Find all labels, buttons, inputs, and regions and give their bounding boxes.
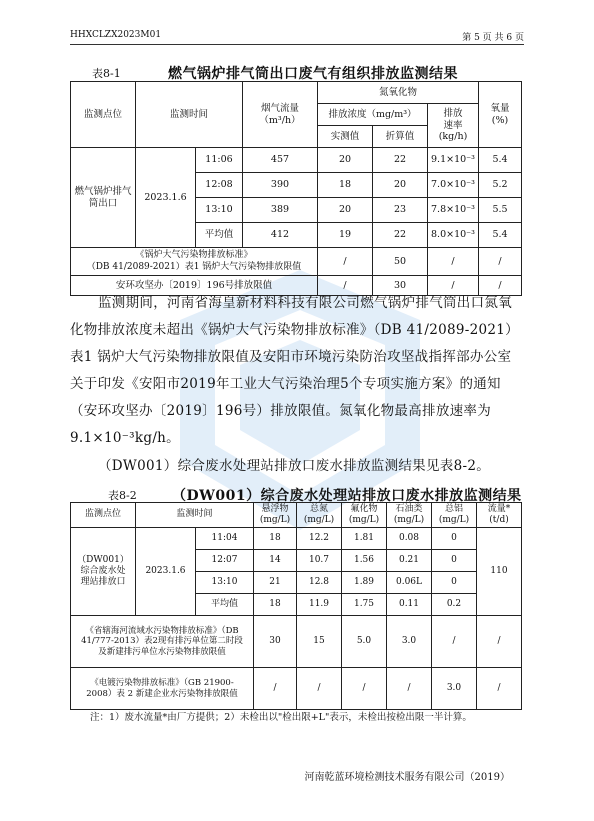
table-cell: 7.8×10⁻³ <box>428 198 479 223</box>
limit2-label: 《电镀污染物排放标准》（GB 21900-2008）表 2 新建企业水污染物排放限值 <box>71 668 254 710</box>
date-cell: 2023.1.6 <box>136 148 196 248</box>
table-cell: 9.1×10⁻³ <box>428 148 479 173</box>
table-cell: 5.5 <box>479 198 522 223</box>
table-cell: / <box>477 668 522 710</box>
table-cell: 21 <box>254 572 297 594</box>
table-cell: 1.81 <box>342 528 387 550</box>
header-nox: 氮氧化物 <box>318 82 479 104</box>
page-header <box>70 30 524 45</box>
page-number: 第 5 页 共 6 页 <box>462 33 524 43</box>
table-cell: 12:08 <box>196 173 243 198</box>
header-col: 石油类 (mg/L) <box>387 503 432 528</box>
table-cell: / <box>387 668 432 710</box>
table-cell: 23 <box>373 198 428 223</box>
table-cell: / <box>297 668 342 710</box>
header-col: 总铝 (mg/L) <box>432 503 477 528</box>
table-cell: 389 <box>243 198 318 223</box>
table-cell: 22 <box>373 223 428 248</box>
table-cell: 19 <box>318 223 373 248</box>
table-cell: 1.89 <box>342 572 387 594</box>
table1-number: 表8-1 <box>92 67 121 80</box>
table-cell: 30 <box>254 616 297 668</box>
table-cell: 0.2 <box>432 594 477 616</box>
limit1-label: 《省辖海河流域水污染物排放标准》（DB 41/777-2013）表2现有排污单位第二时段及新建排污单位水污染物排放限值 <box>71 616 254 668</box>
table-cell: 10.7 <box>297 550 342 572</box>
table-cell: 0 <box>432 572 477 594</box>
table-cell: 1.75 <box>342 594 387 616</box>
header-col: 流量* (t/d) <box>477 503 522 528</box>
table-cell: 11.9 <box>297 594 342 616</box>
table-cell: 457 <box>243 148 318 173</box>
table-cell: 平均值 <box>196 594 254 616</box>
table-cell: / <box>318 276 373 296</box>
table1-title: 燃气锅炉排气筒出口废气有组织排放监测结果 <box>168 66 458 82</box>
table2-number: 表8-2 <box>108 489 137 502</box>
table-cell: / <box>479 248 522 276</box>
table-cell: 11:04 <box>196 528 254 550</box>
header-point: 监测点位 <box>71 82 136 148</box>
table-cell: 18 <box>254 594 297 616</box>
table-cell: 5.4 <box>479 148 522 173</box>
table-cell: 22 <box>373 148 428 173</box>
table-cell: 7.0×10⁻³ <box>428 173 479 198</box>
table-cell: 0 <box>432 528 477 550</box>
table-cell: 11:06 <box>196 148 243 173</box>
flow-cell: 110 <box>477 528 522 616</box>
table-cell: / <box>477 616 522 668</box>
header-converted: 折算值 <box>373 126 428 148</box>
table-cell: 12.8 <box>297 572 342 594</box>
header-col: 总氮 (mg/L) <box>297 503 342 528</box>
table-cell: 0.21 <box>387 550 432 572</box>
table-cell: 20 <box>318 148 373 173</box>
table-cell: / <box>318 248 373 276</box>
point-cell: （DW001）综合废水处理站排放口 <box>71 528 136 616</box>
header-time: 监测时间 <box>136 503 254 528</box>
table-cell: / <box>428 276 479 296</box>
table-cell: 5.2 <box>479 173 522 198</box>
table-cell: 0.11 <box>387 594 432 616</box>
table-cell: 13:10 <box>196 198 243 223</box>
table-cell: 3.0 <box>432 668 477 710</box>
table-cell: 50 <box>373 248 428 276</box>
header-measured: 实测值 <box>318 126 373 148</box>
limit2-label: 安环攻坚办〔2019〕196号排放限值 <box>71 276 318 296</box>
header-time: 监测时间 <box>136 82 243 148</box>
paragraph-1: 监测期间，河南省海皇新材料科技有限公司燃气锅炉排气筒出口氮氧化物排放浓度未超出《锅炉大气污染物排放标准》（DB 41/2089-2021）表1 锅炉大气污染物排放限值及安阳市环境污染防治攻坚战指挥部办公室关于印发《安阳市2019年工业大气污染治理5个专项实施方案》的通知（安环攻坚办〔2019〕196号）排放限值。氮氧化物最高排放速率为9.1×10⁻³kg/h。 <box>70 295 519 446</box>
doc-code: HHXCLZX2023M01 <box>70 30 162 40</box>
header-rate: 排放 速率 (kg/h) <box>428 104 479 148</box>
table-cell: / <box>428 248 479 276</box>
table1 <box>70 81 522 296</box>
table-cell: 12:07 <box>196 550 254 572</box>
table-cell: 0.06L <box>387 572 432 594</box>
table-cell: 20 <box>373 173 428 198</box>
point-cell: 燃气锅炉排气筒出口 <box>71 148 136 248</box>
table-cell: 3.0 <box>387 616 432 668</box>
table2 <box>70 502 522 710</box>
paragraph-2: （DW001）综合废水处理站排放口废水排放监测结果见表8-2。 <box>98 458 491 474</box>
table-cell: 13:10 <box>196 572 254 594</box>
header-flow: 烟气流量 （m³/h） <box>243 82 318 148</box>
table-cell: 18 <box>318 173 373 198</box>
header-point: 监测点位 <box>71 503 136 528</box>
table-cell: 5.0 <box>342 616 387 668</box>
table-cell: 20 <box>318 198 373 223</box>
table-cell: 14 <box>254 550 297 572</box>
header-col: 氟化物 (mg/L) <box>342 503 387 528</box>
date-cell: 2023.1.6 <box>136 528 196 616</box>
table-cell: 平均值 <box>196 223 243 248</box>
table-note: 注：1）废水流量*由厂方提供；2）未检出以"检出限+L"表示，未检出按检出限一半计算。 <box>90 712 472 723</box>
table-cell: / <box>432 616 477 668</box>
table-cell: 390 <box>243 173 318 198</box>
table-cell: 30 <box>373 276 428 296</box>
table-cell: 8.0×10⁻³ <box>428 223 479 248</box>
table-cell: / <box>342 668 387 710</box>
table-cell: 0.08 <box>387 528 432 550</box>
table-cell: 12.2 <box>297 528 342 550</box>
table2-title: （DW001）综合废水处理站排放口废水排放监测结果 <box>172 488 522 504</box>
table-cell: / <box>479 276 522 296</box>
table-cell: 18 <box>254 528 297 550</box>
table-cell: 15 <box>297 616 342 668</box>
table-cell: / <box>254 668 297 710</box>
header-o2: 氧量 (%) <box>479 82 522 148</box>
table-cell: 5.4 <box>479 223 522 248</box>
footer-company: 河南乾蓝环境检测技术服务有限公司（2019） <box>304 772 510 783</box>
table-cell: 1.56 <box>342 550 387 572</box>
table-cell: 0 <box>432 550 477 572</box>
table-cell: 412 <box>243 223 318 248</box>
header-col: 悬浮物 (mg/L) <box>254 503 297 528</box>
header-conc: 排放浓度（mg/m³） <box>318 104 428 126</box>
limit1-label: 《锅炉大气污染物排放标准》 （DB 41/2089-2021）表1 锅炉大气污染物排放限值 <box>71 248 318 276</box>
